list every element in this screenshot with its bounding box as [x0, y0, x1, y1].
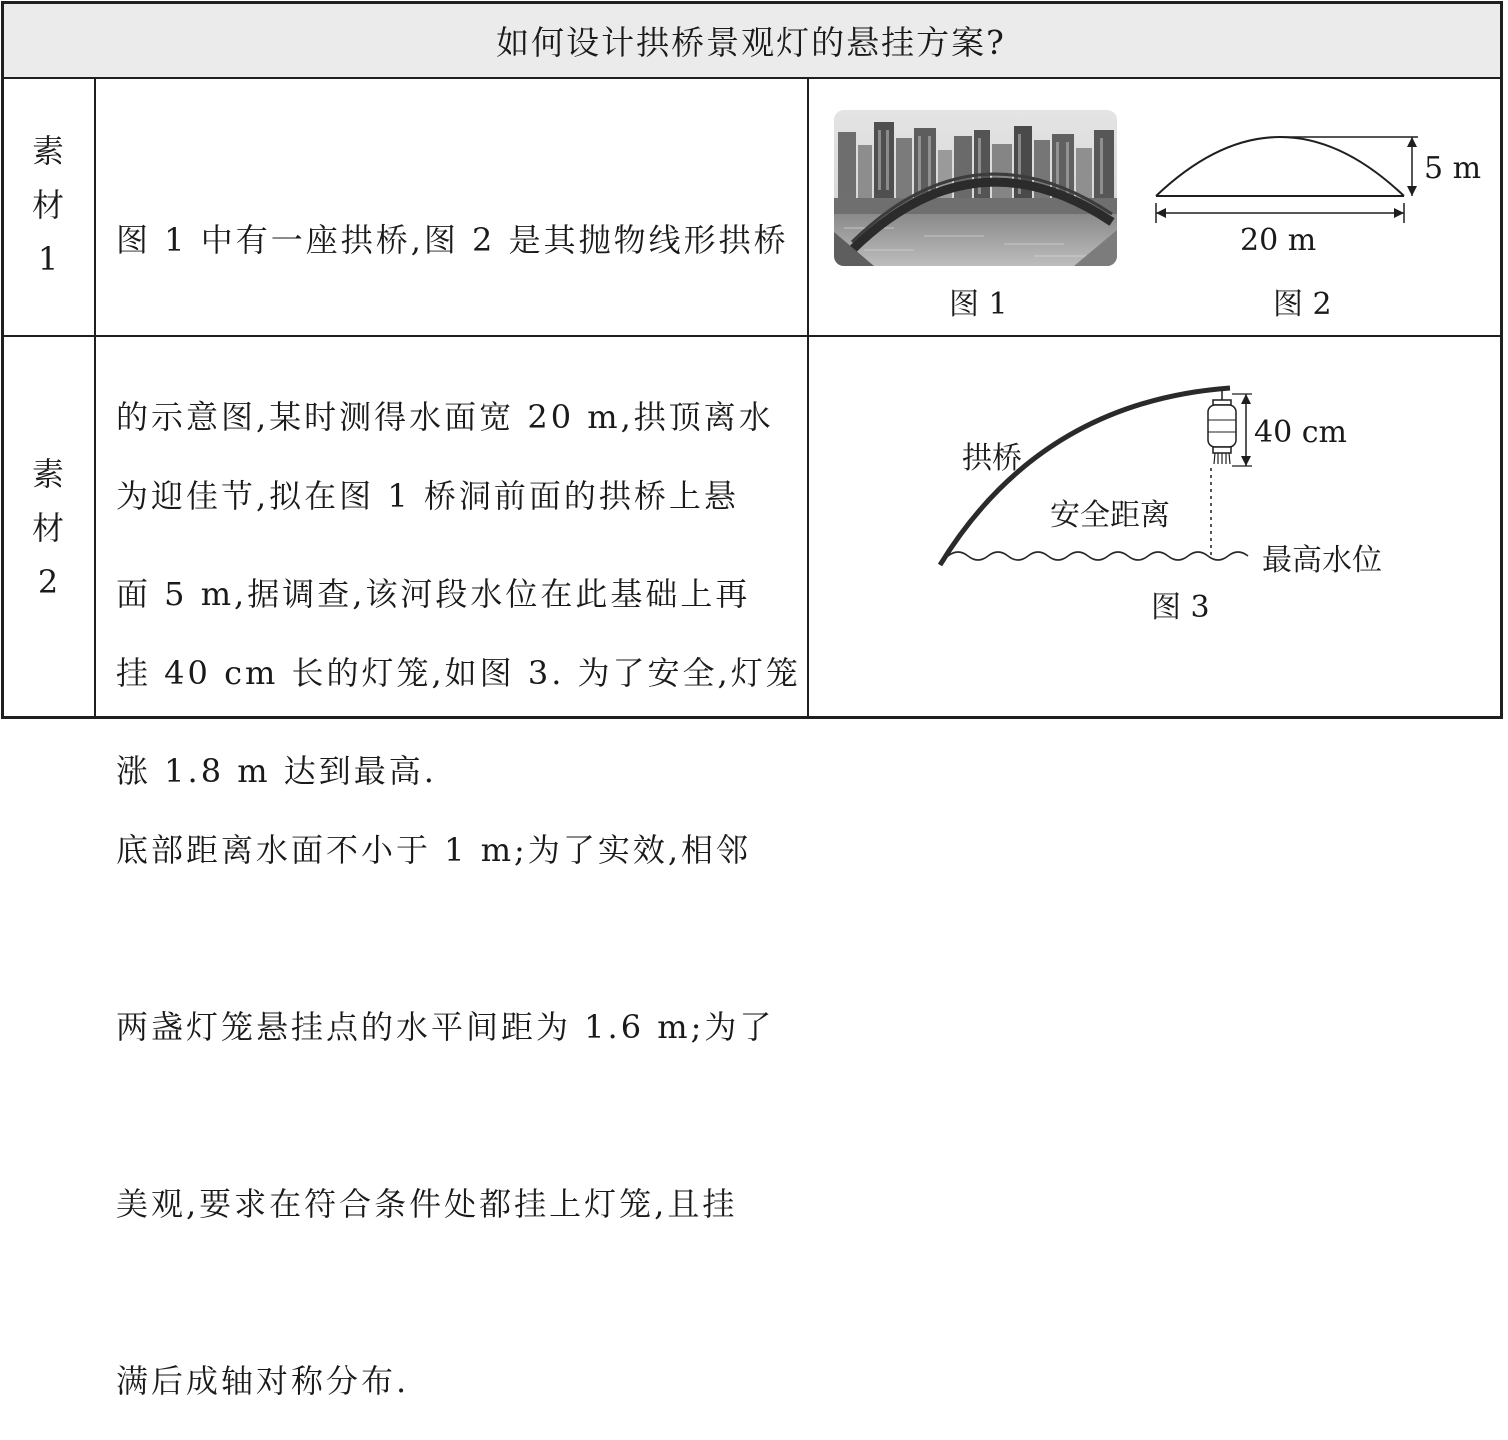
material2-line: 满后成轴对称分布.: [116, 1362, 410, 1400]
figure1-caption: 图 1: [949, 287, 1008, 322]
material1-line: 涨 1.8 m 达到最高.: [116, 752, 437, 790]
material1-label: 素 材 1: [31, 132, 64, 278]
material2-line: 挂 40 cm 长的灯笼,如图 3. 为了安全,灯笼: [116, 654, 801, 692]
width-label: 20 m: [1240, 223, 1317, 258]
table-divider-col2: [807, 77, 809, 719]
table-border-top: [1, 1, 1503, 4]
material2-line: 底部距离水面不小于 1 m;为了实效,相邻: [116, 831, 752, 869]
table-border-right: [1500, 1, 1503, 719]
parabola-diagram: [1150, 125, 1420, 225]
table-divider-header: [1, 77, 1503, 79]
height-label: 5 m: [1424, 151, 1482, 186]
table-divider-col1: [94, 77, 96, 719]
bridge-photo: [834, 110, 1117, 266]
material1-line: 面 5 m,据调查,该河段水位在此基础上再: [116, 575, 751, 613]
material2-line: 两盏灯笼悬挂点的水平间距为 1.6 m;为了: [116, 1008, 775, 1046]
bridge-label: 拱桥: [962, 441, 1022, 476]
material2-line: 为迎佳节,拟在图 1 桥洞前面的拱桥上悬: [116, 477, 739, 515]
material2-line: 美观,要求在符合条件处都挂上灯笼,且挂: [116, 1185, 738, 1223]
figure2-caption: 图 2: [1273, 287, 1332, 322]
safety-distance-label: 安全距离: [1050, 498, 1170, 533]
lantern-length-label: 40 cm: [1254, 415, 1347, 450]
figure3-caption: 图 3: [1151, 590, 1210, 625]
material2-label: 素 材 2: [31, 455, 64, 601]
material1-line: 的示意图,某时测得水面宽 20 m,拱顶离水: [116, 398, 774, 436]
page-title: 如何设计拱桥景观灯的悬挂方案?: [496, 22, 1006, 62]
table-border-left: [1, 1, 4, 719]
highest-water-level-label: 最高水位: [1262, 543, 1382, 578]
lantern-diagram: [930, 380, 1260, 580]
material1-line: 图 1 中有一座拱桥,图 2 是其抛物线形拱桥: [116, 221, 789, 259]
material2-text: [116, 349, 801, 1440]
